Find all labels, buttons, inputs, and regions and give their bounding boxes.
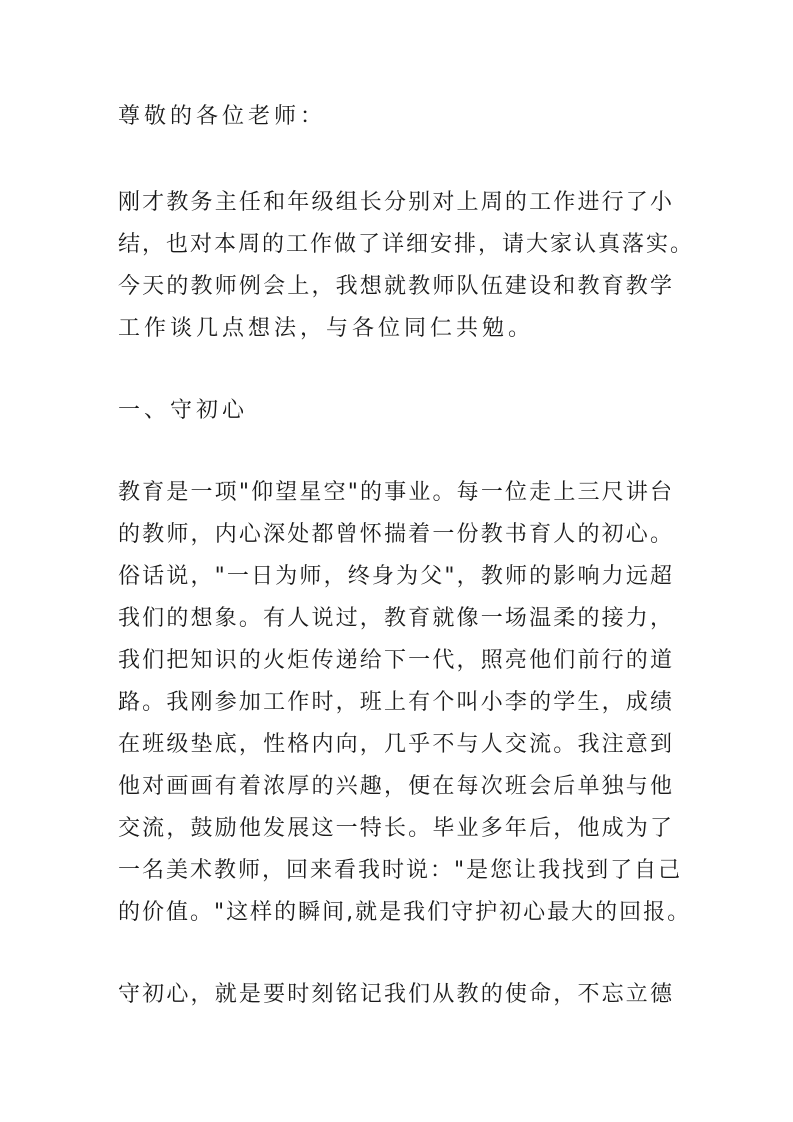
intro-line: 今天的教师例会上，我想就教师队伍建设和教育教学 (118, 274, 674, 299)
story-line: 的教师，内心深处都曾怀揣着一份教书育人的初心。 (118, 522, 674, 547)
salutation: 尊敬的各位老师： (118, 104, 327, 129)
story-line: 的价值。"这样的瞬间,就是我们守护初心最大的回报。 (118, 900, 692, 925)
intro-paragraph (118, 182, 695, 350)
salutation-paragraph (118, 96, 674, 138)
section-heading-paragraph (118, 390, 674, 432)
section-heading: 一、守初心 (118, 398, 249, 423)
story-line: 交流，鼓励他发展这一特长。毕业多年后，他成为了 (118, 816, 674, 841)
intro-line: 工作谈几点想法，与各位同仁共勉。 (118, 316, 535, 341)
story-line: 我们的想象。有人说过，教育就像一场温柔的接力， (118, 606, 674, 631)
story-paragraph (118, 472, 692, 934)
story-line: 我们把知识的火炬传递给下一代，照亮他们前行的道 (118, 648, 674, 673)
closing-paragraph (118, 974, 674, 1016)
story-line: 一名美术教师，回来看我时说："是您让我找到了自己 (118, 858, 683, 883)
intro-line: 结，也对本周的工作做了详细安排，请大家认真落实。 (118, 232, 695, 257)
story-line: 教育是一项"仰望星空"的事业。每一位走上三尺讲台 (118, 480, 674, 505)
story-line: 俗话说，"一日为师，终身为父"，教师的影响力远超 (118, 564, 674, 589)
intro-line: 刚才教务主任和年级组长分别对上周的工作进行了小 (118, 190, 674, 215)
story-line: 他对画画有着浓厚的兴趣，便在每次班会后单独与他 (118, 774, 674, 799)
story-line: 在班级垫底，性格内向，几乎不与人交流。我注意到 (118, 732, 674, 757)
story-line: 路。我刚参加工作时，班上有个叫小李的学生，成绩 (118, 690, 674, 715)
closing-line: 守初心，就是要时刻铭记我们从教的使命，不忘立德 (118, 982, 674, 1007)
